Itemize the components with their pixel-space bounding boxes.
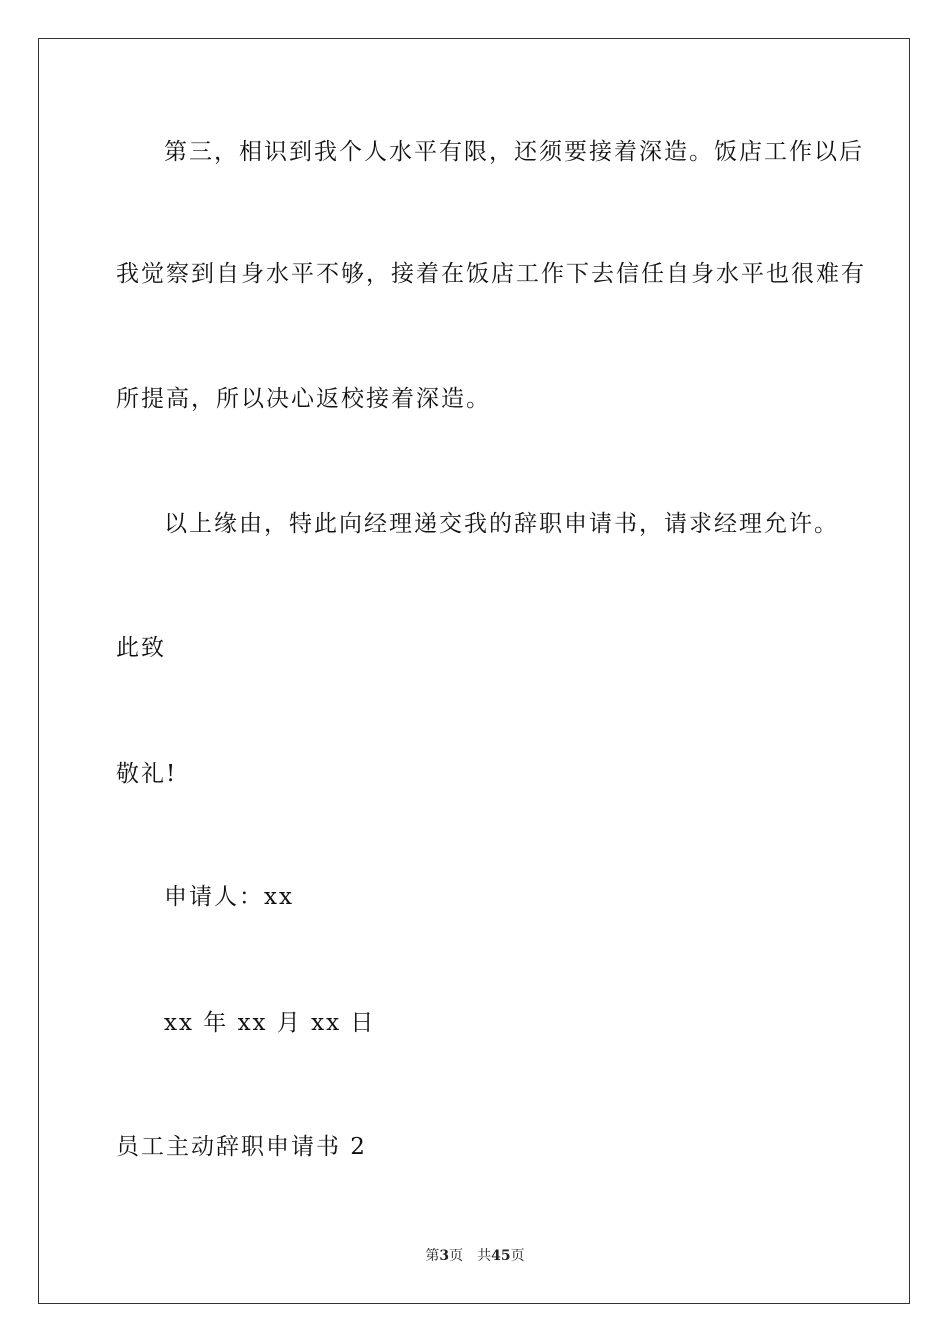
footer-page-suffix: 页 <box>449 1248 464 1264</box>
paragraph-third-reason-cont: 我觉察到自身水平不够，接着在饭店工作下去信任自身水平也很难有 <box>116 261 866 287</box>
application-date: xx 年 xx 月 xx 日 <box>164 1010 376 1036</box>
applicant-signature: 申请人：xx <box>164 884 294 910</box>
page-border <box>38 38 910 1304</box>
closing-regards: 敬礼! <box>116 761 178 787</box>
paragraph-third-reason-end: 所提高，所以决心返校接着深造。 <box>116 386 491 412</box>
page-footer <box>0 1247 950 1265</box>
paragraph-conclusion: 以上缘由，特此向经理递交我的辞职申请书，请求经理允许。 <box>164 511 839 537</box>
footer-page-number: 3 <box>439 1248 450 1264</box>
footer-total-suffix: 页 <box>510 1248 525 1264</box>
footer-total-prefix: 共 <box>477 1248 492 1264</box>
paragraph-third-reason: 第三，相识到我个人水平有限，还须要接着深造。饭店工作以后 <box>164 139 864 165</box>
section-heading: 员工主动辞职申请书 2 <box>116 1134 367 1160</box>
footer-page-prefix: 第 <box>425 1248 440 1264</box>
closing-salutation: 此致 <box>116 635 166 661</box>
footer-total-pages: 45 <box>491 1248 511 1264</box>
